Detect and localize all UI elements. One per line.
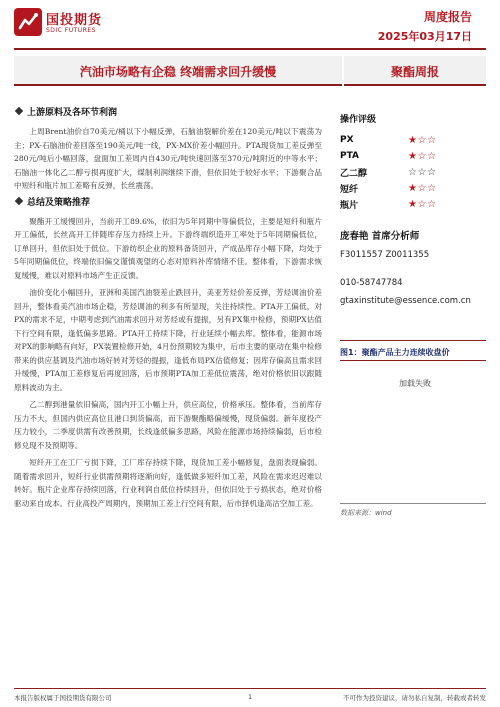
rating-stars <box>408 151 436 162</box>
rating-row-pet-chip <box>340 196 490 212</box>
star-filled-icon: ★ <box>408 198 418 210</box>
report-date: 2025年03月17日 <box>377 30 472 43</box>
figure-caption-rule <box>340 360 486 361</box>
page-number: 1 <box>248 693 253 701</box>
figure-source: 数据来源：wind <box>340 509 392 517</box>
bullet-diamond-icon <box>15 196 23 204</box>
paragraph: 上周Brent油价自70美元/桶以下小幅反弹，石脑油裂解价差在120美元/吨以下震荡为主；PX-石脑油价差回落至190美元/吨一线，PX-MX价差小幅回升。PTA现货加工差反弹至280元/吨后小幅回落，盘面加工差周内自430元/吨快速回落至370元/吨附近的中等水平；石脑油一体化乙二醇亏损再度扩大，煤制利润继续下滑，但依旧处于较好水平；下游聚合品中短纤和瓶片加工差略有反弹，长丝震荡。 <box>14 127 322 190</box>
rating-name: 短纤 <box>340 184 359 195</box>
figure-top-rule <box>340 340 486 341</box>
rating-row-px <box>340 132 490 148</box>
title-bar <box>14 56 342 86</box>
star-filled-icon: ★ <box>408 150 418 162</box>
source-rule <box>340 503 486 504</box>
section-upstream <box>14 107 322 193</box>
star-empty-icon: ☆ <box>408 166 418 178</box>
rating-name: PX <box>340 135 354 145</box>
sidebar <box>340 112 490 306</box>
section-heading: 总结及策略推荐 <box>14 197 322 210</box>
report-type: 周度报告 <box>423 10 472 24</box>
paragraph: 乙二醇到港量依旧偏高，国内开工小幅上升，供应高位，价格承压。整体看，当前库存压力不大，但国内供应高位且港口到货偏高，而下游聚酯略偏缓慢，现货偏弱。新年度投产压力较小，二季度供需有改善预期，长线逢低偏多思路，风险在能源市场持续偏弱，后市检修兑现不及预期等。 <box>14 400 322 450</box>
bullet-diamond-icon <box>15 107 23 115</box>
rating-name: PTA <box>340 151 360 161</box>
paragraph: 聚酯开工缓慢回升，当前开工89.6%，依旧为5年同期中等偏低位，主要是短纤和瓶片开工偏低，长丝高开工伴随库存压力持续上升。下游终端织造开工率处于5年同期偏低位，订单回升，但依旧处于低位。下游纺织企业的原料备货回升，产成品库存小幅下降，均处于5年同期偏低位，终端依旧偏交谨慎观望的心态对原料补库情绪不佳。整体看，下游需求恢复缓慢，难以对原料市场产生正反馈。 <box>14 216 322 280</box>
product-name: 聚酯周报 <box>390 65 439 79</box>
section-heading: 上游原料及各环节利润 <box>14 107 322 120</box>
star-empty-icon: ☆ <box>417 166 427 178</box>
analyst-license: F3011557 Z0011355 <box>340 250 430 260</box>
star-empty-icon: ☆ <box>417 182 427 194</box>
rating-title: 操作评级 <box>340 115 377 125</box>
rating-name: 瓶片 <box>340 200 359 211</box>
rating-stars <box>408 183 436 194</box>
logo-name-en: SDIC FUTURES <box>46 27 96 34</box>
section-summary <box>14 197 322 511</box>
star-empty-icon: ☆ <box>426 134 437 146</box>
rating-row-psf <box>340 180 490 196</box>
star-empty-icon: ☆ <box>426 150 437 162</box>
rating-stars <box>408 199 436 210</box>
star-filled-icon: ★ <box>408 134 418 146</box>
main-content <box>14 107 322 514</box>
footer-disclaimer: 不可作为投资建议，请勿私自复制，转载或者转发 <box>343 694 486 702</box>
star-empty-icon: ☆ <box>417 198 427 210</box>
star-empty-icon: ☆ <box>426 166 437 178</box>
figure-caption: 图1：聚酯产品主力连续收盘价 <box>340 348 450 357</box>
footer-copyright: 本报告版权属于国投期货有限公司 <box>14 694 112 702</box>
star-empty-icon: ☆ <box>426 182 437 194</box>
analyst-name: 庞春艳 首席分析师 <box>340 231 420 242</box>
figure-load-failed-text: 加载失败 <box>399 379 431 388</box>
star-filled-icon: ★ <box>408 182 418 194</box>
analyst-phone: 010-58747784 <box>340 278 403 288</box>
logo-mark-icon <box>14 8 42 36</box>
star-empty-icon: ☆ <box>417 134 427 146</box>
rating-stars <box>408 167 436 178</box>
analyst-email[interactable]: gtaxinstitute@essence.com.cn <box>340 296 471 306</box>
product-bar <box>344 56 486 86</box>
header-divider <box>14 48 486 50</box>
report-title: 汽油市场略有企稳 终端需求回升缓慢 <box>79 65 277 79</box>
rating-row-meg <box>340 164 490 180</box>
paragraph: 短纤开工在工厂亏损下降，工厂库存持续下降，现货加工差小幅修复，盘面表现偏弱。随着需求回升，短纤行业供需预期将逐渐向好，逢低做多短纤加工差，风险在需求迟迟难以转好。瓶片企业库存持续回落，行业利润自低位持续回升，但依旧处于亏损状态，绝对价格驱动来自成本。行业高投产周期内，预期加工差上行空间有限，后市择机逢高沽空加工差。 <box>14 458 322 508</box>
star-empty-icon: ☆ <box>417 150 427 162</box>
rating-stars <box>408 135 436 146</box>
paragraph: 油价变化小幅回升，亚洲和美国汽油裂差止跌回升，美亚芳烃价差反弹，芳烃调油价差回升，整体看美汽油市场企稳，芳烃调油的利多有所显现，关注持续性。PTA开工偏低，对PX的需求不足，中期考虑到汽油需求回升对芳烃或有提振，另有PX集中检修，预期PX估值下行空间有限，逢低偏多思路。PTA开工持续下降，行业延续小幅去库。整体看，能源市场对PX的影响略有向好，PX装置检修开始，4月份预期较为集中，后市主要的驱动在集中检修带来的供应基调及汽油市场好转对芳烃的提振，逢低布局PX估值修复；因库存偏高且需求回升缓慢，PTA加工差修复后再度回落，后市预期PTA加工差低位震荡，绝对价格依旧以跟随原料波动为主。 <box>14 288 322 392</box>
logo-name-cn: 国投期货 <box>46 13 103 28</box>
star-empty-icon: ☆ <box>426 198 437 210</box>
footer-divider <box>14 688 486 689</box>
rating-row-pta <box>340 148 490 164</box>
rating-name: 乙二醇 <box>340 168 368 179</box>
company-logo <box>14 6 154 40</box>
